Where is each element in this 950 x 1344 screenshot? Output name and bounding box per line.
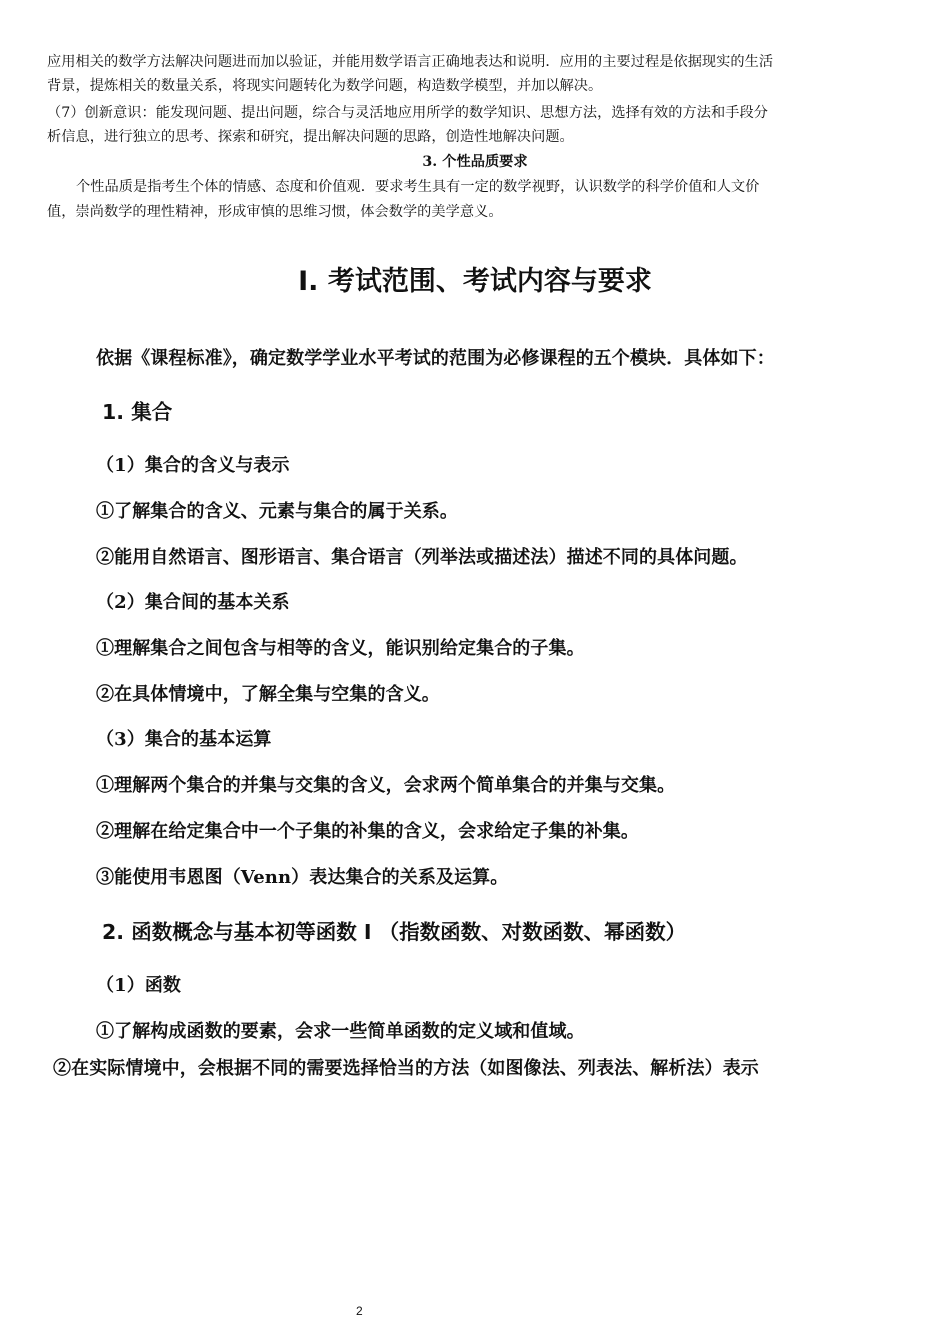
- page-title: I. 考试范围、考试内容与要求: [298, 266, 652, 297]
- subsection-heading: （1）集合的含义与表示: [96, 455, 290, 476]
- section-heading: 2. 函数概念与基本初等函数 I （指数函数、对数函数、幂函数）: [102, 920, 687, 944]
- list-item: ②在具体情境中，了解全集与空集的含义。: [96, 684, 440, 705]
- paragraph-line: （7）创新意识：能发现问题、提出问题，综合与灵活地应用所学的数学知识、思想方法，选择有效的方法和手段分: [47, 105, 768, 121]
- paragraph-line: 应用相关的数学方法解决问题进而加以验证，并能用数学语言正确地表达和说明．应用的主要过程是依据现实的生活: [47, 54, 774, 70]
- list-item: ②理解在给定集合中一个子集的补集的含义，会求给定子集的补集。: [96, 821, 639, 842]
- lead-paragraph: 依据《课程标准》，确定数学学业水平考试的范围为必修课程的五个模块．具体如下：: [96, 348, 775, 369]
- list-item: ②在实际情境中，会根据不同的需要选择恰当的方法（如图像法、列表法、解析法）表示: [53, 1058, 759, 1079]
- paragraph-line: 析信息，进行独立的思考、探索和研究，提出解决问题的思路，创造性地解决问题。: [47, 129, 574, 145]
- list-item: ①理解集合之间包含与相等的含义，能识别给定集合的子集。: [96, 638, 585, 659]
- subsection-heading: （3）集合的基本运算: [96, 729, 272, 750]
- paragraph-line: 背景，提炼相关的数量关系，将现实问题转化为数学问题，构造数学模型，并加以解决。: [47, 78, 603, 94]
- subsection-heading: （1）函数: [96, 975, 182, 996]
- paragraph-line: 个性品质是指考生个体的情感、态度和价值观．要求考生具有一定的数学视野，认识数学的科学价值和人文价: [76, 179, 760, 195]
- list-item: ②能用自然语言、图形语言、集合语言（列举法或描述法）描述不同的具体问题。: [96, 547, 748, 568]
- section-heading: 1. 集合: [102, 400, 173, 424]
- subsection-heading: （2）集合间的基本关系: [96, 592, 290, 613]
- list-item: ①理解两个集合的并集与交集的含义，会求两个简单集合的并集与交集。: [96, 775, 676, 796]
- list-item: ①了解构成函数的要素，会求一些简单函数的定义域和值域。: [96, 1021, 585, 1042]
- list-item: ③能使用韦恩图（Venn）表达集合的关系及运算。: [96, 867, 509, 888]
- list-item: ①了解集合的含义、元素与集合的属于关系。: [96, 501, 458, 522]
- paragraph-line: 值，崇尚数学的理性精神，形成审慎的思维习惯，体会数学的美学意义。: [47, 204, 503, 220]
- subsection-heading: 3. 个性品质要求: [422, 154, 528, 170]
- page-number: 2: [356, 1304, 363, 1318]
